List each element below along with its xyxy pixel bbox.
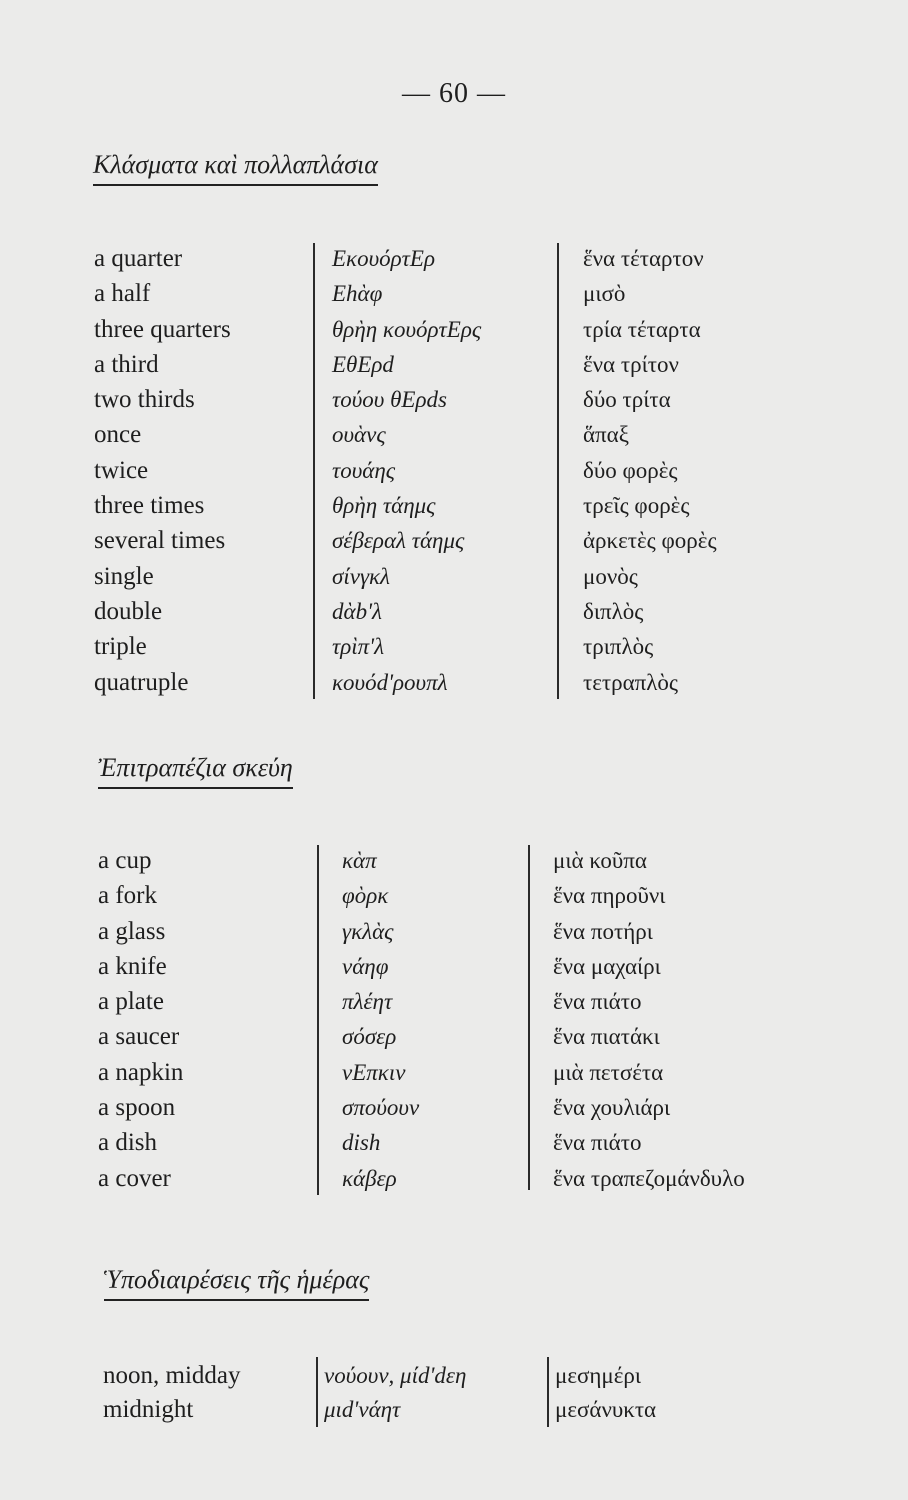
english-term: a fork (98, 882, 157, 910)
english-term: several times (94, 527, 226, 555)
pronunciation-column-day-divisions (324, 1359, 466, 1427)
greek-translation: ἕνα πιάτο (553, 989, 642, 1015)
english-column-fractions (94, 241, 231, 700)
greek-translation: δύο φορὲς (583, 457, 678, 483)
english-term: quatruple (94, 668, 189, 696)
pronunciation-column-tableware (342, 843, 419, 1196)
greek-translation: ἕνα τρίτον (583, 351, 679, 377)
greek-translation: τριπλὸς (583, 634, 654, 660)
english-term: a dish (98, 1129, 158, 1157)
english-term: once (94, 421, 142, 449)
column-divider (557, 243, 559, 699)
greek-translation: μισὸ (583, 281, 626, 307)
pronunciation: φὸρκ (342, 883, 389, 909)
english-term: a saucer (98, 1023, 180, 1051)
english-term: double (94, 597, 163, 625)
column-divider (316, 1357, 318, 1427)
english-term: single (94, 562, 154, 590)
pronunciation: Εhὰφ (332, 281, 383, 307)
greek-translation: μονὸς (583, 563, 638, 589)
english-term: a glass (98, 917, 166, 945)
greek-translation: ἕνα μαχαίρι (553, 953, 661, 979)
greek-translation: διπλὸς (583, 598, 644, 624)
pronunciation: κὰπ (342, 848, 377, 873)
pronunciation: σίνγκλ (332, 563, 391, 589)
pronunciation: σέβεραλ τάημς (332, 528, 465, 554)
pronunciation: κάβερ (342, 1165, 397, 1191)
pronunciation: ΕκουόρτΕρ (332, 246, 436, 271)
english-term: noon, midday (103, 1362, 241, 1389)
pronunciation: γκλὰς (342, 918, 394, 944)
greek-translation: δύο τρίτα (583, 387, 671, 413)
english-term: a half (94, 280, 151, 308)
greek-translation: μιὰ πετσέτα (553, 1059, 664, 1085)
section-heading-day-divisions: Ὑποδιαιρέσεις τῆς ἡμέρας (104, 1265, 369, 1301)
pronunciation: νάηφ (342, 953, 389, 979)
greek-translation: ἕνα τέταρτον (583, 246, 704, 271)
english-term: two thirds (94, 386, 195, 414)
english-term: a cover (98, 1164, 171, 1192)
pronunciation: σόσερ (342, 1024, 397, 1050)
page-number: — 60 — (402, 78, 506, 109)
pronunciation: νΕπκιν (342, 1059, 406, 1085)
english-term: a third (94, 350, 159, 378)
greek-translation: τρεῖς φορὲς (583, 493, 690, 519)
english-term: a cup (98, 847, 152, 874)
pronunciation: θρὴη κουόρτΕρς (332, 316, 482, 342)
column-divider (313, 243, 315, 699)
greek-translation: ἕνα ποτήρι (553, 918, 653, 944)
greek-translation: ἅπαξ (583, 422, 629, 448)
pronunciation: dὰb'λ (332, 598, 382, 624)
english-term: midnight (103, 1396, 194, 1423)
english-term: triple (94, 633, 147, 661)
english-column-tableware (98, 843, 183, 1196)
pronunciation: πλέητ (342, 989, 393, 1015)
greek-column-tableware (553, 843, 745, 1196)
column-divider (528, 845, 530, 1190)
english-term: three quarters (94, 315, 231, 343)
pronunciation: κουόd'ρουπλ (332, 669, 448, 695)
english-column-day-divisions (103, 1359, 241, 1427)
english-term: a napkin (98, 1058, 184, 1086)
greek-translation: ἕνα πιάτο (553, 1130, 642, 1156)
pronunciation: νούουν, μίd'dεη (324, 1363, 467, 1388)
english-term: a plate (98, 988, 164, 1016)
pronunciation: τούου θΕρds (332, 387, 447, 413)
english-term: a spoon (98, 1094, 176, 1122)
greek-translation: ἕνα χουλιάρι (553, 1095, 671, 1121)
pronunciation: θρὴη τάημς (332, 493, 436, 519)
english-term: twice (94, 456, 149, 484)
greek-translation: ἕνα τραπεζομάνδυλο (553, 1165, 745, 1191)
column-divider (547, 1357, 549, 1427)
greek-translation: μιὰ κοῦπα (553, 848, 647, 873)
pronunciation: μιd'νάητ (324, 1397, 401, 1422)
greek-translation: τετραπλὸς (583, 669, 679, 695)
pronunciation: τουάης (332, 457, 396, 483)
greek-translation: ἕνα πιατάκι (553, 1024, 660, 1050)
english-term: a knife (98, 952, 167, 980)
greek-translation: ἕνα πηροῦνι (553, 883, 666, 909)
section-heading-tableware: Ἐπιτραπέζια σκεύη (98, 753, 293, 789)
greek-translation: ἀρκετὲς φορὲς (583, 528, 717, 554)
pronunciation: ΕθΕρd (332, 351, 394, 377)
english-term: a quarter (94, 245, 183, 272)
greek-translation: μεσάνυκτα (555, 1397, 657, 1422)
greek-translation: τρία τέταρτα (583, 316, 701, 342)
pronunciation: σπούουν (342, 1095, 420, 1121)
english-term: three times (94, 492, 205, 520)
greek-column-day-divisions (555, 1359, 656, 1427)
greek-column-fractions (583, 241, 717, 700)
column-divider (317, 845, 319, 1195)
pronunciation: ουὰνς (332, 422, 386, 448)
pronunciation: τρὶπ'λ (332, 634, 385, 660)
section-heading-fractions: Κλάσματα καὶ πολλαπλάσια (93, 150, 378, 186)
pronunciation-column-fractions (332, 241, 481, 700)
greek-translation: μεσημέρι (555, 1363, 642, 1388)
pronunciation: dish (342, 1130, 381, 1156)
